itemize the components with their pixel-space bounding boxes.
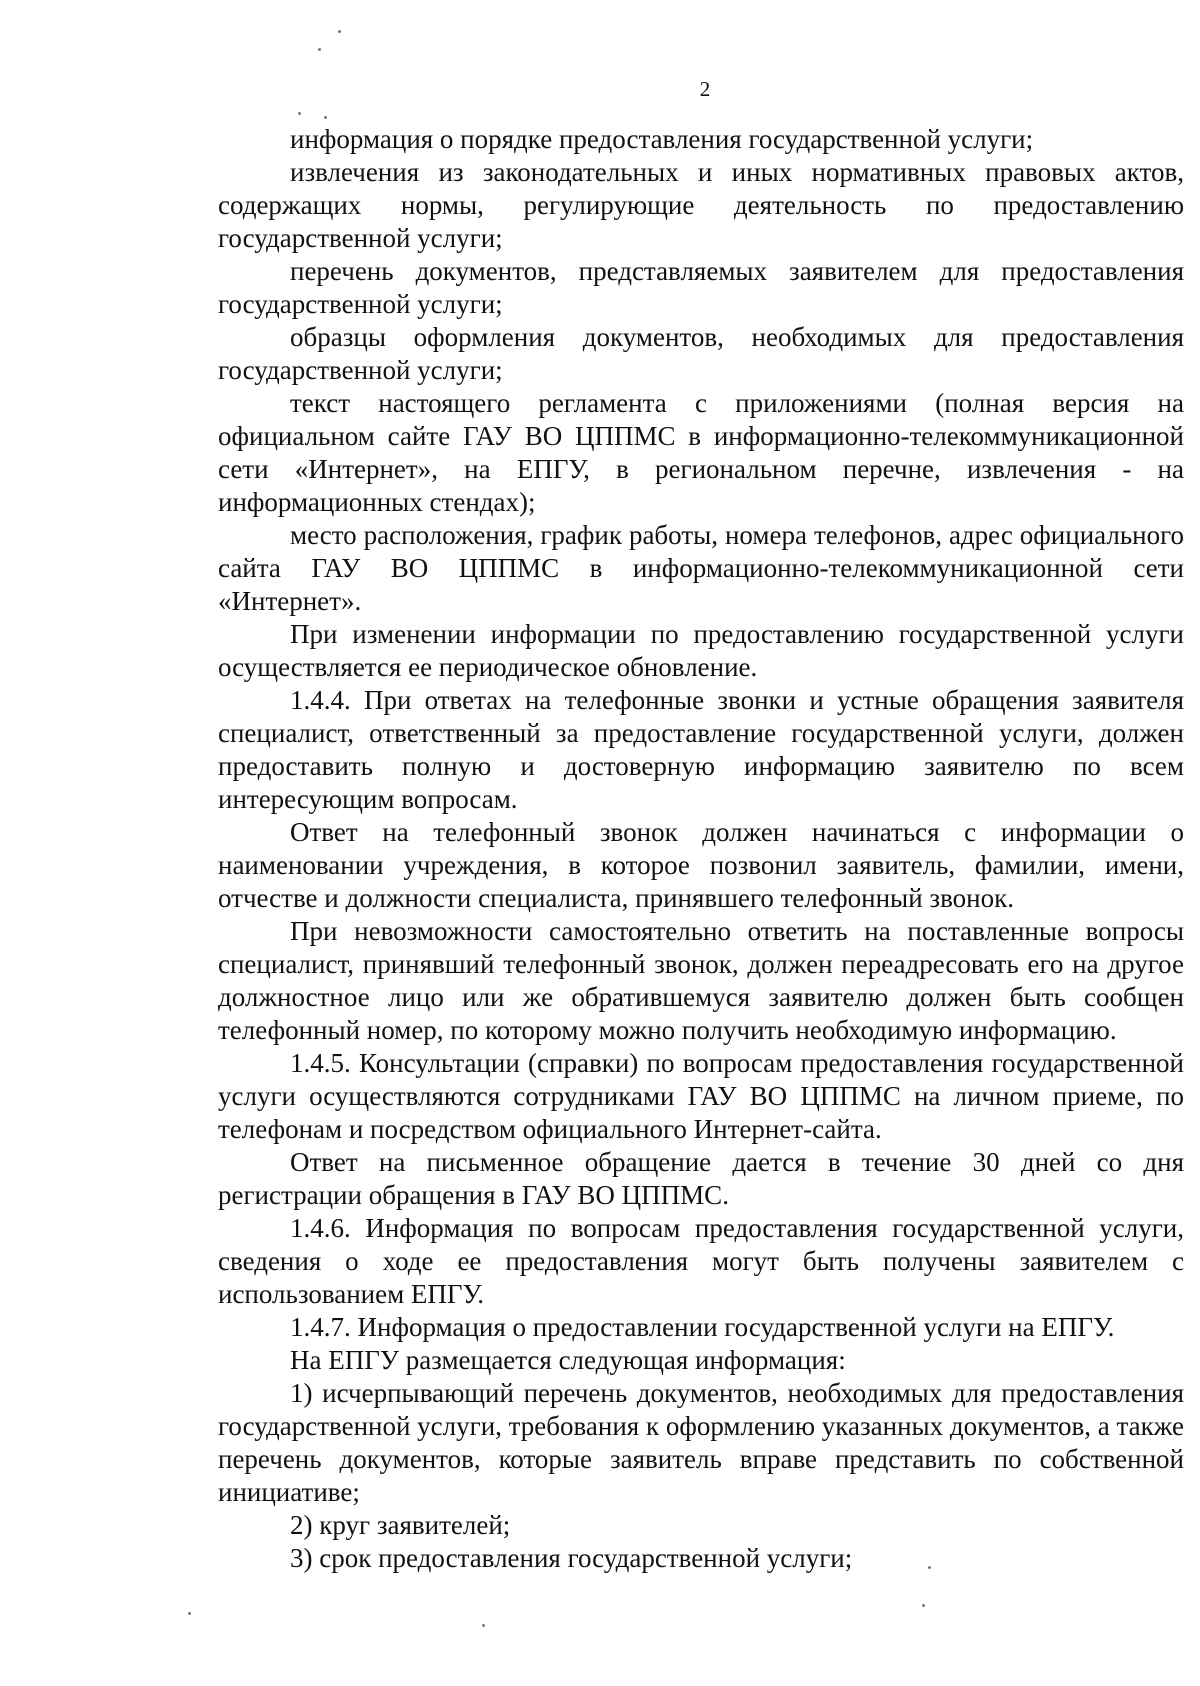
scan-speck — [928, 1566, 931, 1569]
paragraph: извлечения из законодательных и иных нормативных правовых актов, содержащих нормы, регулирующие деятельность по предоставлению государственной услуги; — [218, 157, 1184, 253]
scan-speck — [324, 116, 327, 119]
paragraph: 1.4.6. Информация по вопросам предоставления государственной услуги, сведения о ходе ее предоставления могут быть получены заявителем с использованием ЕПГУ. — [218, 1213, 1184, 1309]
paragraph: образцы оформления документов, необходимых для предоставления государственной услуги; — [218, 322, 1184, 385]
paragraph: 1.4.4. При ответах на телефонные звонки и устные обращения заявителя специалист, ответственный за предоставление государственной услуги, должен предоставить полную и достоверную информацию заявителю по всем интересующим вопросам. — [218, 685, 1184, 814]
page-number: 2 — [699, 77, 711, 101]
scan-speck — [298, 112, 301, 115]
paragraph: текст настоящего регламента с приложениями (полная версия на официальном сайте ГАУ ВО ЦППМС в информационно-телекоммуникационной сети «Интернет», на ЕПГУ, в региональном перечне, извлечения - на информационных стендах); — [218, 388, 1184, 517]
paragraph: Ответ на телефонный звонок должен начинаться с информации о наименовании учреждения, в которое позвонил заявитель, фамилии, имени, отчестве и должности специалиста, принявшего телефонный звонок. — [218, 817, 1184, 913]
paragraph: 2) круг заявителей; — [290, 1510, 511, 1540]
scan-speck — [188, 1612, 191, 1615]
scan-speck — [482, 1624, 485, 1627]
document-body — [218, 123, 1184, 1575]
paragraph: перечень документов, представляемых заявителем для предоставления государственной услуги; — [218, 256, 1184, 319]
paragraph: При изменении информации по предоставлению государственной услуги осуществляется ее периодическое обновление. — [218, 619, 1184, 682]
paragraph: 1.4.7. Информация о предоставлении государственной услуги на ЕПГУ. — [290, 1312, 1115, 1342]
paragraph: Ответ на письменное обращение дается в течение 30 дней со дня регистрации обращения в ГАУ ВО ЦППМС. — [218, 1147, 1184, 1210]
paragraph: место расположения, график работы, номера телефонов, адрес официального сайта ГАУ ВО ЦППМС в информационно-телекоммуникационной сети «Интернет». — [218, 520, 1184, 616]
scan-speck — [338, 30, 341, 33]
scan-speck — [318, 48, 321, 51]
scan-speck — [922, 1604, 925, 1607]
paragraph: 1.4.5. Консультации (справки) по вопросам предоставления государственной услуги осуществляются сотрудниками ГАУ ВО ЦППМС на личном приеме, по телефонам и посредством официального Интернет-сайта. — [218, 1048, 1184, 1144]
paragraph: На ЕПГУ размещается следующая информация: — [290, 1345, 846, 1375]
paragraph: При невозможности самостоятельно ответить на поставленные вопросы специалист, принявший телефонный звонок, должен переадресовать его на другое должностное лицо или же обратившемуся заявителю должен быть сообщен телефонный номер, по которому можно получить необходимую информацию. — [218, 916, 1184, 1045]
paragraph: 1) исчерпывающий перечень документов, необходимых для предоставления государственной услуги, требования к оформлению указанных документов, а также перечень документов, которые заявитель вправе представить по собственной инициативе; — [218, 1378, 1184, 1507]
paragraph: информация о порядке предоставления государственной услуги; — [290, 124, 1034, 154]
paragraph: 3) срок предоставления государственной услуги; — [290, 1543, 853, 1573]
